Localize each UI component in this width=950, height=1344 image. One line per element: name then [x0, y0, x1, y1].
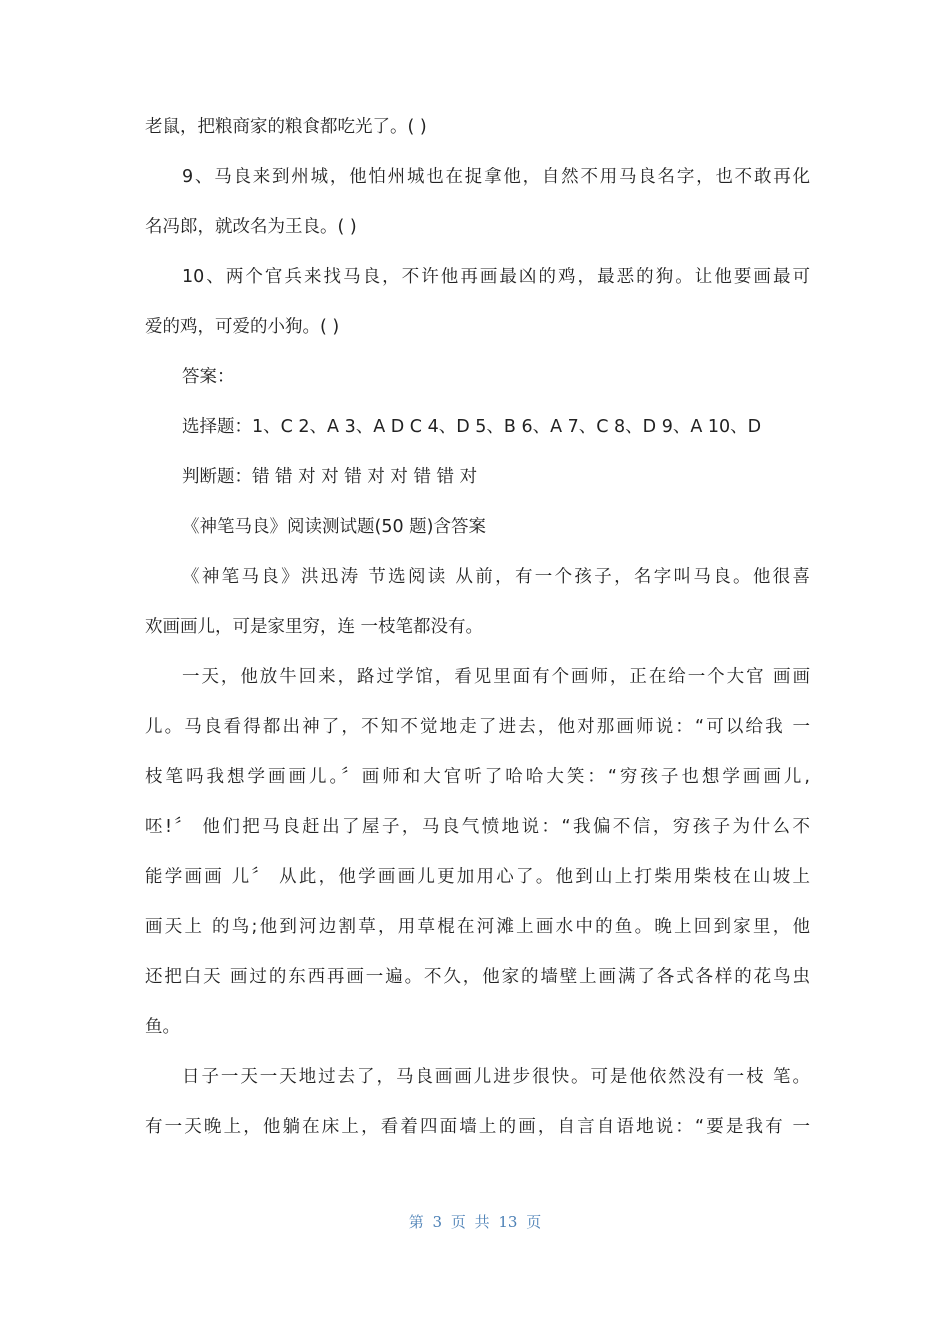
text-line: 能学画画 儿〞 从此，他学画画儿更加用心了。他到山上打柴用柴枝在山坡上 — [145, 867, 810, 887]
text-line: 欢画画儿，可是家里穷，连 一枝笔都没有。 — [145, 617, 484, 637]
text-line: 枝笔吗我想学画画儿。〞画师和大官听了哈哈大笑：“穷孩子也想学画画儿, — [145, 767, 810, 787]
text-line: 日子一天一天地过去了，马良画画儿进步很快。可是他依然没有一枝 笔。 — [182, 1067, 810, 1087]
text-line: 一天，他放牛回来，路过学馆，看见里面有个画师，正在给一个大官 画画 — [182, 667, 810, 687]
text-line: 鱼。 — [145, 1017, 180, 1037]
text-line: 呸!〞 他们把马良赶出了屋子，马良气愤地说：“我偏不信，穷孩子为什么不 — [145, 817, 810, 837]
text-line: 《神笔马良》阅读测试题(50 题)含答案 — [182, 517, 486, 537]
text-line: 10、两个官兵来找马良，不许他再画最凶的鸡，最恶的狗。让他要画最可 — [182, 267, 810, 287]
text-line: 还把白天 画过的东西再画一遍。不久，他家的墙壁上画满了各式各样的花鸟虫 — [145, 967, 810, 987]
text-line: 名冯郎，就改名为王良。( ) — [145, 217, 357, 237]
text-line: 判断题：错 错 对 对 错 对 对 错 错 对 — [182, 467, 478, 487]
document-body — [145, 102, 810, 1152]
text-line: 《神笔马良》洪迅涛 节选阅读 从前，有一个孩子，名字叫马良。他很喜 — [182, 567, 810, 587]
text-line: 爱的鸡，可爱的小狗。( ) — [145, 317, 340, 337]
text-line: 选择题：1、C 2、A 3、A D C 4、D 5、B 6、A 7、C 8、D 9、A 10、D — [182, 417, 762, 437]
page-footer: 第 3 页 共 13 页 — [408, 1213, 542, 1231]
text-line: 画天上 的鸟;他到河边割草，用草棍在河滩上画水中的鱼。晚上回到家里，他 — [145, 917, 810, 937]
text-line: 儿。马良看得都出神了，不知不觉地走了进去，他对那画师说：“可以给我 一 — [145, 717, 810, 737]
text-line: 有一天晚上，他躺在床上，看着四面墙上的画，自言自语地说：“要是我有 一 — [145, 1117, 810, 1137]
text-line: 答案： — [182, 367, 235, 387]
text-line: 老鼠，把粮商家的粮食都吃光了。( ) — [145, 117, 427, 137]
text-line: 9、马良来到州城，他怕州城也在捉拿他，自然不用马良名字，也不敢再化 — [182, 167, 810, 187]
